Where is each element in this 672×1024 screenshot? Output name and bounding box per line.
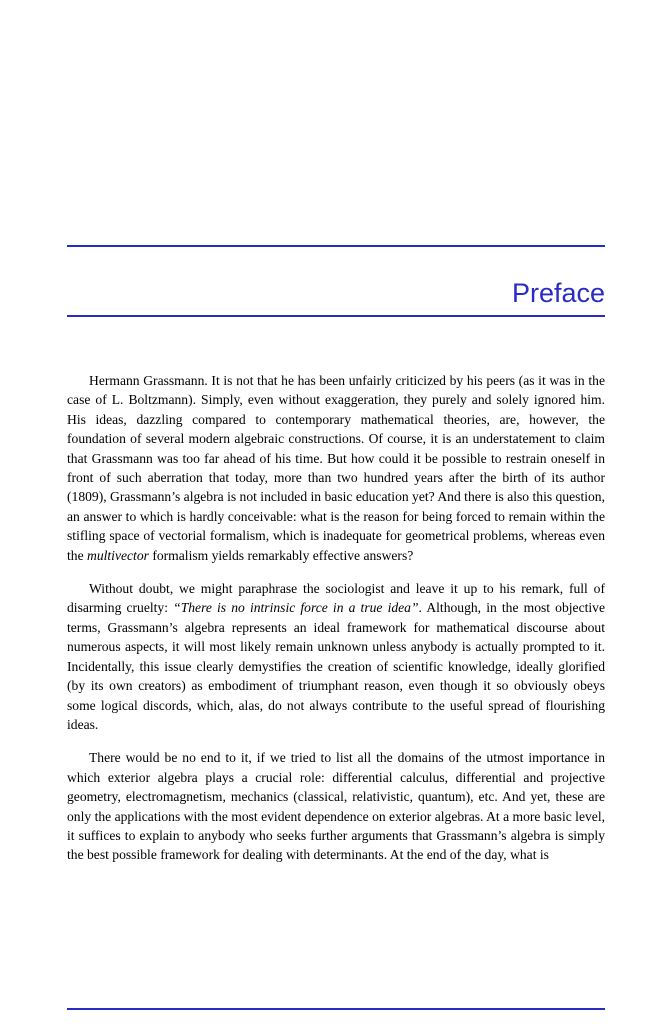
paragraph-italic-text: “There is no intrinsic force in a true idea” <box>173 600 419 616</box>
preface-body <box>67 371 605 879</box>
footer-rule <box>67 1008 605 1010</box>
paragraph <box>67 748 605 864</box>
paragraph <box>67 579 605 734</box>
title-bottom-rule <box>67 315 605 317</box>
paragraph-text: . Although, in the most objective terms, Grassmann’s algebra represents an ideal framework for mathematical discourse about numerous aspects, it will most likely remain unknown unless anybody is actually prompted to it. Incidentally, this issue clearly demystifies the creation of scientific knowledge, ideally glorified (by its own creators) as embodiment of triumphant reason, even though it so obviously obeys some logical discords, which, alas, do not always contribute to the useful spread of flourishing ideas. <box>67 600 606 732</box>
paragraph-text: Hermann Grassmann. It is not that he has been unfairly criticized by his peers (as it was in the case of L. Boltzmann). Simply, even without exaggeration, they purely and solely ignored him. His ideas, dazzling compared to contemporary mathematical theories, are, however, the foundation of several modern algebraic constructions. Of course, it is an understatement to claim that Grassmann was too far ahead of his time. But how could it be possible to restrain oneself in front of such aberration that today, more than two hundred years after the birth of its author (1809), Grassmann’s algebra is not included in basic education yet? And there is also this question, an answer to which is hardly conceivable: what is the reason for being forced to remain within the stifling space of vectorial formalism, which is inadequate for geometrical problems, whereas even the <box>67 373 605 563</box>
paragraph-text: There would be no end to it, if we tried to list all the domains of the utmost importance in which exterior algebra plays a crucial role: differential calculus, differential and projective geometry, electromagnetism, mechanics (classical, relativistic, quantum), etc. And yet, these are only the applications with the most evident dependence on exterior algebras. At a more basic level, it suffices to explain to anybody who seeks further arguments that Grassmann’s algebra is simply the best possible framework for dealing with determinants. At the end of the day, what is <box>67 750 605 863</box>
paragraph-text: formalism yields remarkably effective answers? <box>148 547 414 563</box>
paragraph-italic-text: multivector <box>87 547 149 563</box>
title-top-rule <box>67 245 605 247</box>
paragraph-text: Without doubt, we might paraphrase the sociologist and leave it up to his remark, full of disarming cruelty: <box>67 581 605 616</box>
page-title: Preface <box>511 278 605 309</box>
paragraph <box>67 371 605 565</box>
